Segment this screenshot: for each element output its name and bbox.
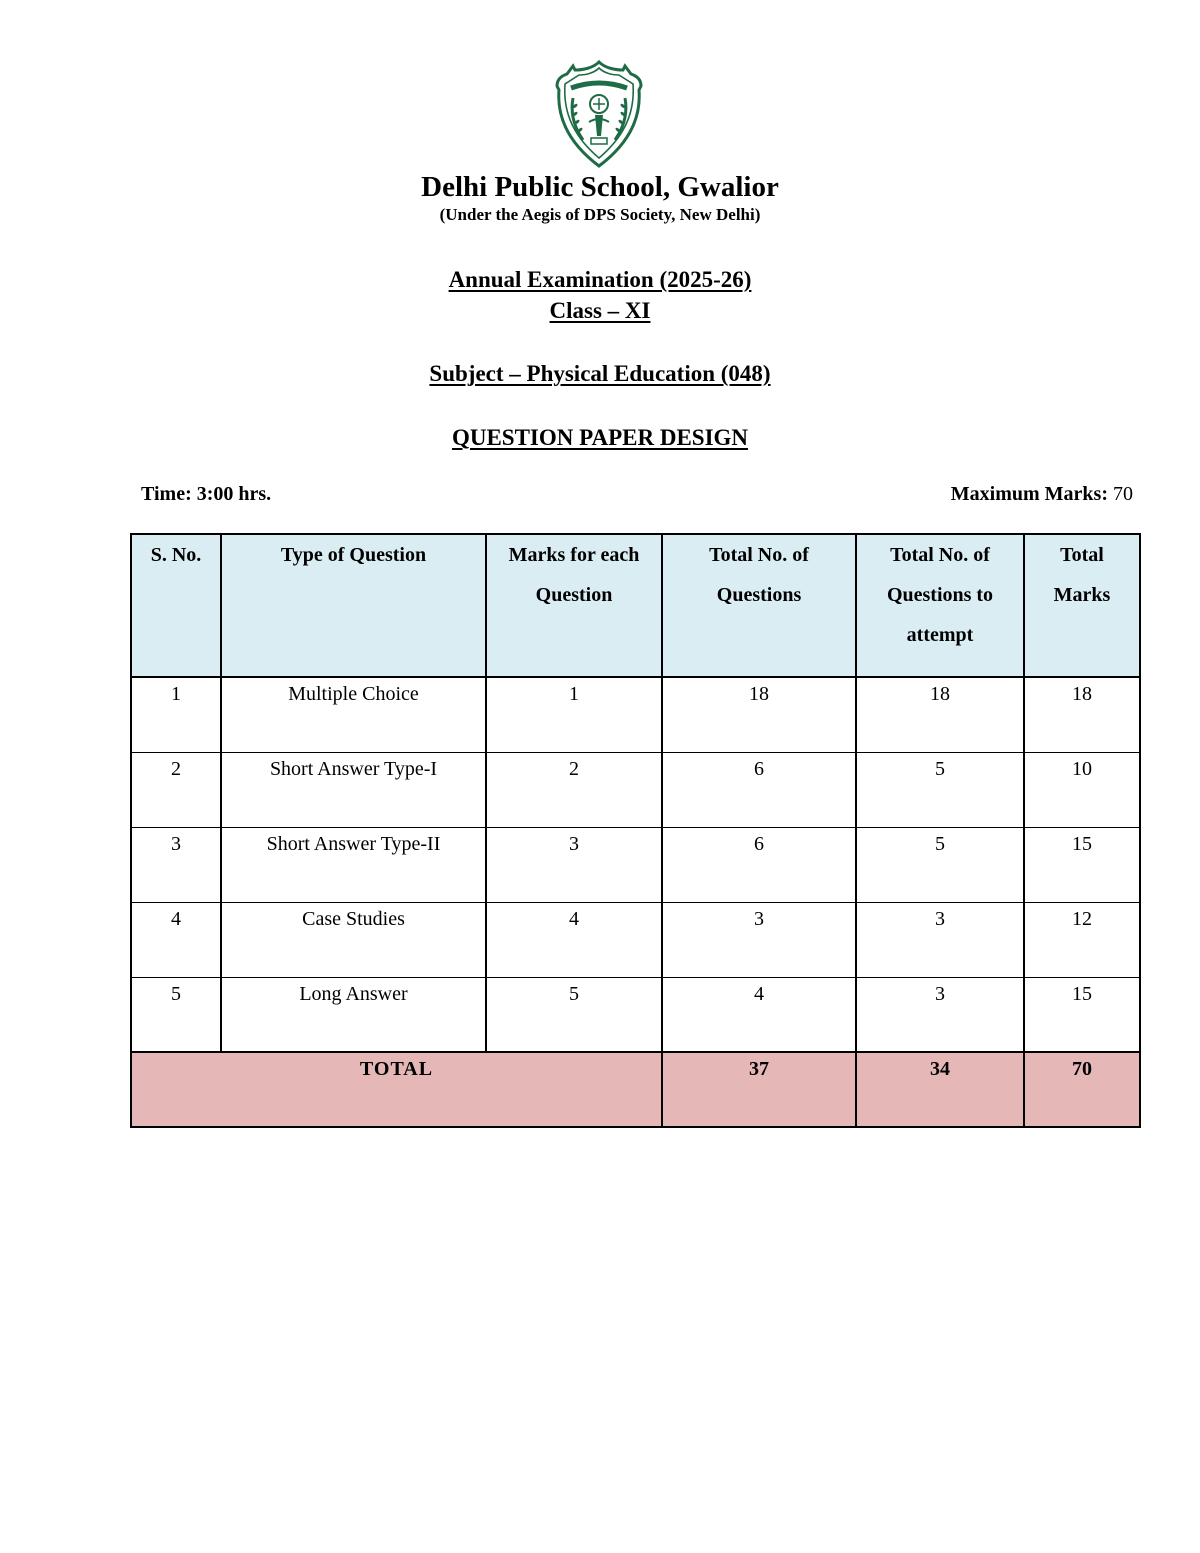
- cell-questions-attempt: 5: [856, 752, 1024, 827]
- cell-total-marks: 15: [1024, 977, 1140, 1052]
- header-sno: S. No.: [131, 534, 221, 677]
- school-crest-icon: [553, 60, 645, 168]
- table-row: [131, 902, 1140, 977]
- table-row: [131, 752, 1140, 827]
- table-row: [131, 827, 1140, 902]
- cell-type: Long Answer: [221, 977, 486, 1052]
- cell-questions-attempt: 3: [856, 902, 1024, 977]
- total-questions: 37: [662, 1052, 856, 1127]
- header-type: Type of Question: [221, 534, 486, 677]
- table-row: [131, 677, 1140, 752]
- cell-type: Multiple Choice: [221, 677, 486, 752]
- cell-total-questions: 6: [662, 752, 856, 827]
- class-title: Class – XI: [549, 298, 651, 323]
- cell-total-marks: 10: [1024, 752, 1140, 827]
- table-row: [131, 977, 1140, 1052]
- max-marks-label: Maximum Marks:: [950, 483, 1108, 505]
- cell-total-questions: 6: [662, 827, 856, 902]
- total-label: TOTAL: [131, 1052, 662, 1127]
- cell-total-marks: 12: [1024, 902, 1140, 977]
- time-label: Time: 3:00 hrs.: [141, 483, 272, 505]
- subject-title: Subject – Physical Education (048): [429, 361, 771, 386]
- cell-marks-each: 3: [486, 827, 662, 902]
- max-marks: [951, 481, 1133, 507]
- cell-total-marks: 15: [1024, 827, 1140, 902]
- cell-sno: 3: [131, 827, 221, 902]
- header-total-marks: Total Marks: [1024, 534, 1140, 677]
- cell-total-questions: 4: [662, 977, 856, 1052]
- header-marks-each: Marks for each Question: [486, 534, 662, 677]
- school-subtitle: (Under the Aegis of DPS Society, New Delhi): [439, 205, 761, 224]
- total-marks: 70: [1024, 1052, 1140, 1127]
- cell-sno: 5: [131, 977, 221, 1052]
- cell-marks-each: 2: [486, 752, 662, 827]
- cell-questions-attempt: 3: [856, 977, 1024, 1052]
- school-name: Delhi Public School, Gwalior: [421, 171, 779, 203]
- cell-total-questions: 18: [662, 677, 856, 752]
- max-marks-value: 70: [1113, 483, 1133, 505]
- exam-title: Annual Examination (2025-26): [448, 267, 752, 292]
- total-attempt: 34: [856, 1052, 1024, 1127]
- table-header-row: [131, 534, 1140, 677]
- cell-marks-each: 1: [486, 677, 662, 752]
- cell-total-questions: 3: [662, 902, 856, 977]
- cell-sno: 4: [131, 902, 221, 977]
- cell-marks-each: 5: [486, 977, 662, 1052]
- cell-total-marks: 18: [1024, 677, 1140, 752]
- cell-type: Short Answer Type-I: [221, 752, 486, 827]
- cell-questions-attempt: 18: [856, 677, 1024, 752]
- cell-questions-attempt: 5: [856, 827, 1024, 902]
- cell-sno: 2: [131, 752, 221, 827]
- header-questions-attempt: Total No. of Questions to attempt: [856, 534, 1024, 677]
- design-title: QUESTION PAPER DESIGN: [451, 425, 749, 450]
- cell-sno: 1: [131, 677, 221, 752]
- total-row: [131, 1052, 1140, 1127]
- cell-marks-each: 4: [486, 902, 662, 977]
- cell-type: Case Studies: [221, 902, 486, 977]
- cell-type: Short Answer Type-II: [221, 827, 486, 902]
- question-design-table: [130, 533, 1141, 1128]
- header-total-questions: Total No. of Questions: [662, 534, 856, 677]
